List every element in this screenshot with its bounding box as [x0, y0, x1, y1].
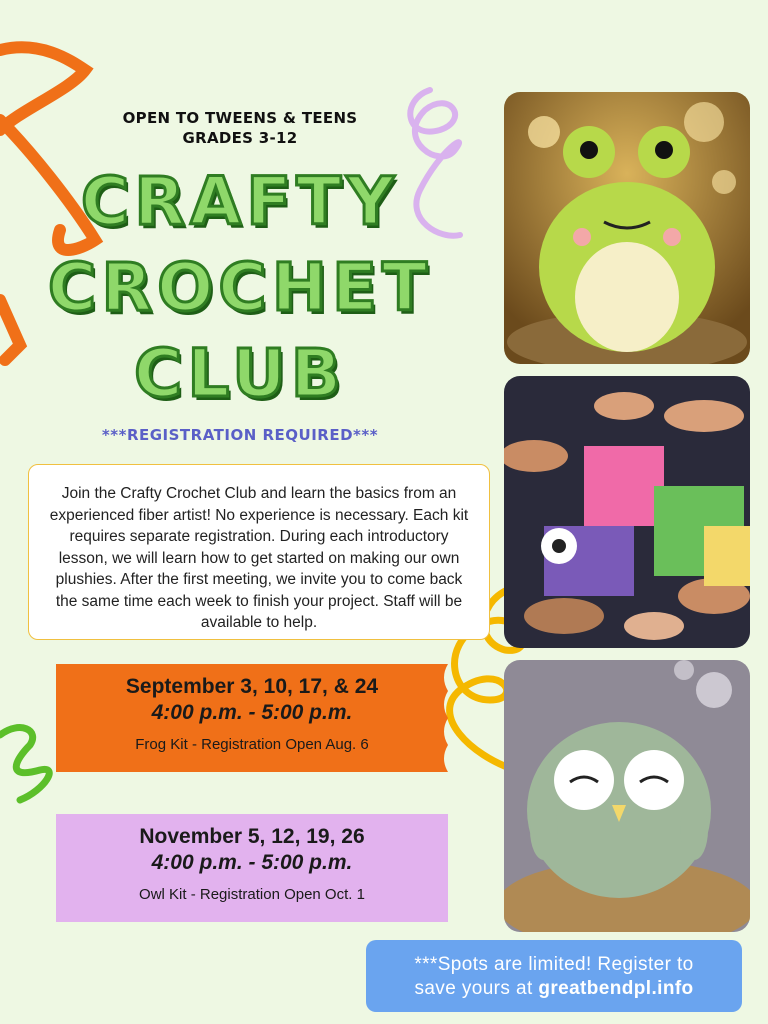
audience-line1: OPEN TO TWEENS & TEENS: [122, 109, 358, 127]
cta-line1: ***Spots are limited! Register to: [414, 954, 694, 975]
owl-plush-photo: [504, 660, 750, 932]
cta-line2: [366, 977, 742, 1001]
cta-line2-prefix: save yours at: [414, 978, 539, 999]
audience-line2: GRADES 3-12: [182, 129, 298, 147]
audience-banner: [40, 108, 440, 148]
title-line2: CROCHET: [47, 249, 433, 326]
register-callout: [366, 940, 742, 1012]
session-owl-time: 4:00 p.m. - 5:00 p.m.: [151, 851, 353, 874]
session-frog-time: 4:00 p.m. - 5:00 p.m.: [151, 701, 353, 724]
session-owl-dates: November 5, 12, 19, 26: [139, 825, 365, 848]
description-text: Join the Crafty Crochet Club and learn the basics from an experienced fiber artist! No experience is necessary. Each kit requires separate registration. During each introductory lesson, we will learn how to get started on making our own plushies. After the first meeting, we invite you to come back the same time each week to finish your project. Staff will be available to help.: [49, 485, 469, 631]
website-link[interactable]: greatbendpl.info: [538, 978, 694, 999]
title-line1: CRAFTY: [80, 163, 400, 240]
session-frog-ticket: [56, 664, 448, 772]
crochet-hands-photo: [504, 376, 750, 648]
session-owl-kit: Owl Kit - Registration Open Oct. 1: [139, 886, 365, 903]
session-frog-kit: Frog Kit - Registration Open Aug. 6: [135, 736, 369, 753]
session-owl-ticket: [56, 814, 448, 922]
description-box: [28, 464, 490, 640]
registration-required-note: ***REGISTRATION REQUIRED***: [101, 426, 379, 444]
session-frog-dates: September 3, 10, 17, & 24: [125, 675, 379, 698]
title-line3: CLUB: [133, 335, 347, 412]
frog-plush-photo: [504, 92, 750, 364]
